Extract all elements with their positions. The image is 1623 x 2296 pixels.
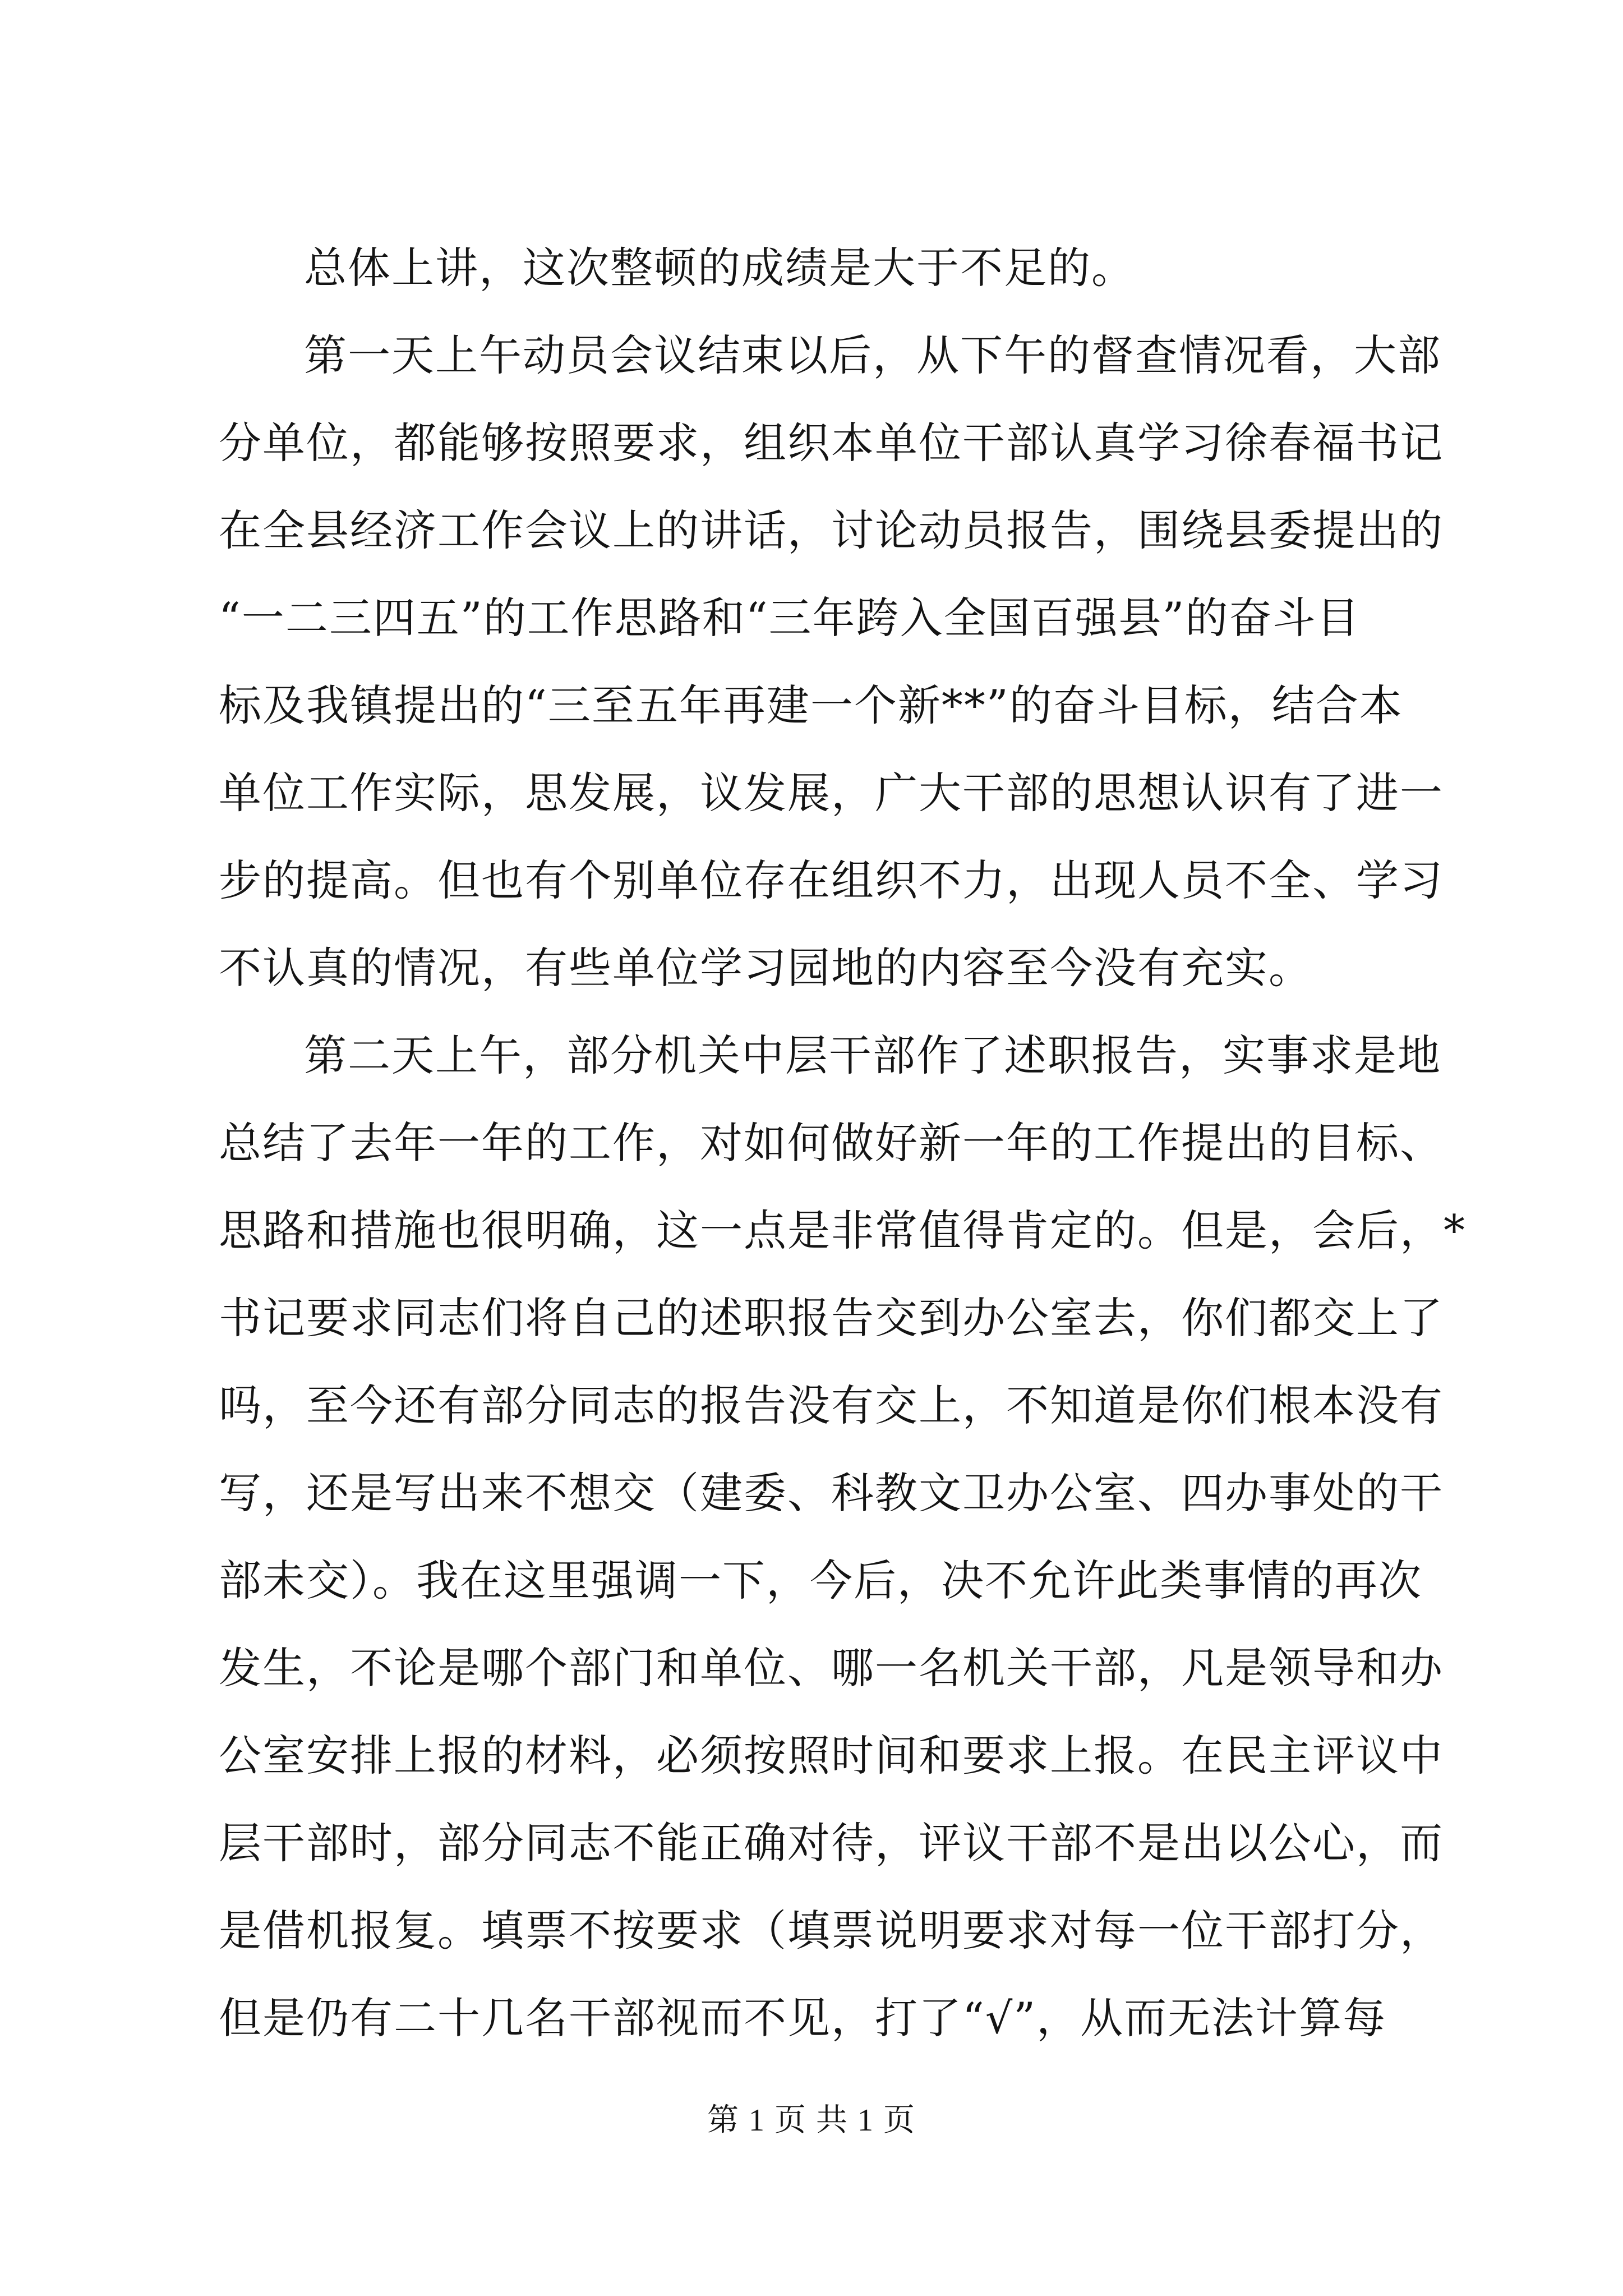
text-line-3: 分单位，都能够按照要求，组织本单位干部认真学习徐春福书记 <box>219 418 1444 468</box>
text-line-7: 单位工作实际，思发展，议发展，广大干部的思想认识有了进一 <box>219 768 1444 818</box>
text-line-20: 是借机报复。填票不按要求（填票说明要求对每一位干部打分， <box>219 1906 1444 1955</box>
text-line-9: 不认真的情况，有些单位学习园地的内容至今没有充实。 <box>219 943 1312 993</box>
text-line-11: 总结了去年一年的工作，对如何做好新一年的工作提出的目标、 <box>219 1118 1444 1168</box>
text-line-1: 总体上讲，这次整顿的成绩是大于不足的。 <box>304 243 1135 293</box>
text-line-21: 但是仍有二十几名干部视而不见，打了“√”，从而无法计算每 <box>219 1993 1387 2043</box>
text-line-19: 层干部时，部分同志不能正确对待，评议干部不是出以公心，而 <box>219 1818 1444 1868</box>
text-line-13: 书记要求同志们将自己的述职报告交到办公室去，你们都交上了 <box>219 1293 1444 1343</box>
text-line-12: 思路和措施也很明确，这一点是非常值得肯定的。但是，会后，* <box>219 1205 1466 1255</box>
document-body <box>219 224 1475 2062</box>
text-line-2: 第一天上午动员会议结束以后，从下午的督查情况看，大部 <box>304 330 1441 380</box>
text-line-8: 步的提高。但也有个别单位存在组织不力，出现人员不全、学习 <box>219 855 1444 905</box>
text-line-14: 吗，至今还有部分同志的报告没有交上，不知道是你们根本没有 <box>219 1381 1444 1430</box>
page-number-footer: 第 1 页 共 1 页 <box>707 2103 916 2138</box>
text-line-10: 第二天上午，部分机关中层干部作了述职报告，实事求是地 <box>304 1030 1441 1080</box>
text-line-5: “一二三四五”的工作思路和“三年跨入全国百强县”的奋斗目 <box>219 593 1361 643</box>
text-line-4: 在全县经济工作会议上的讲话，讨论动员报告，围绕县委提出的 <box>219 505 1444 555</box>
text-line-18: 公室安排上报的材料，必须按照时间和要求上报。在民主评议中 <box>219 1731 1444 1780</box>
text-line-16: 部未交）。我在这里强调一下，今后，决不允许此类事情的再次 <box>219 1556 1422 1605</box>
text-line-17: 发生，不论是哪个部门和单位、哪一名机关干部，凡是领导和办 <box>219 1643 1444 1693</box>
text-line-15: 写，还是写出来不想交（建委、科教文卫办公室、四办事处的干 <box>219 1468 1444 1518</box>
text-line-6: 标及我镇提出的“三至五年再建一个新**”的奋斗目标，结合本 <box>219 680 1403 730</box>
